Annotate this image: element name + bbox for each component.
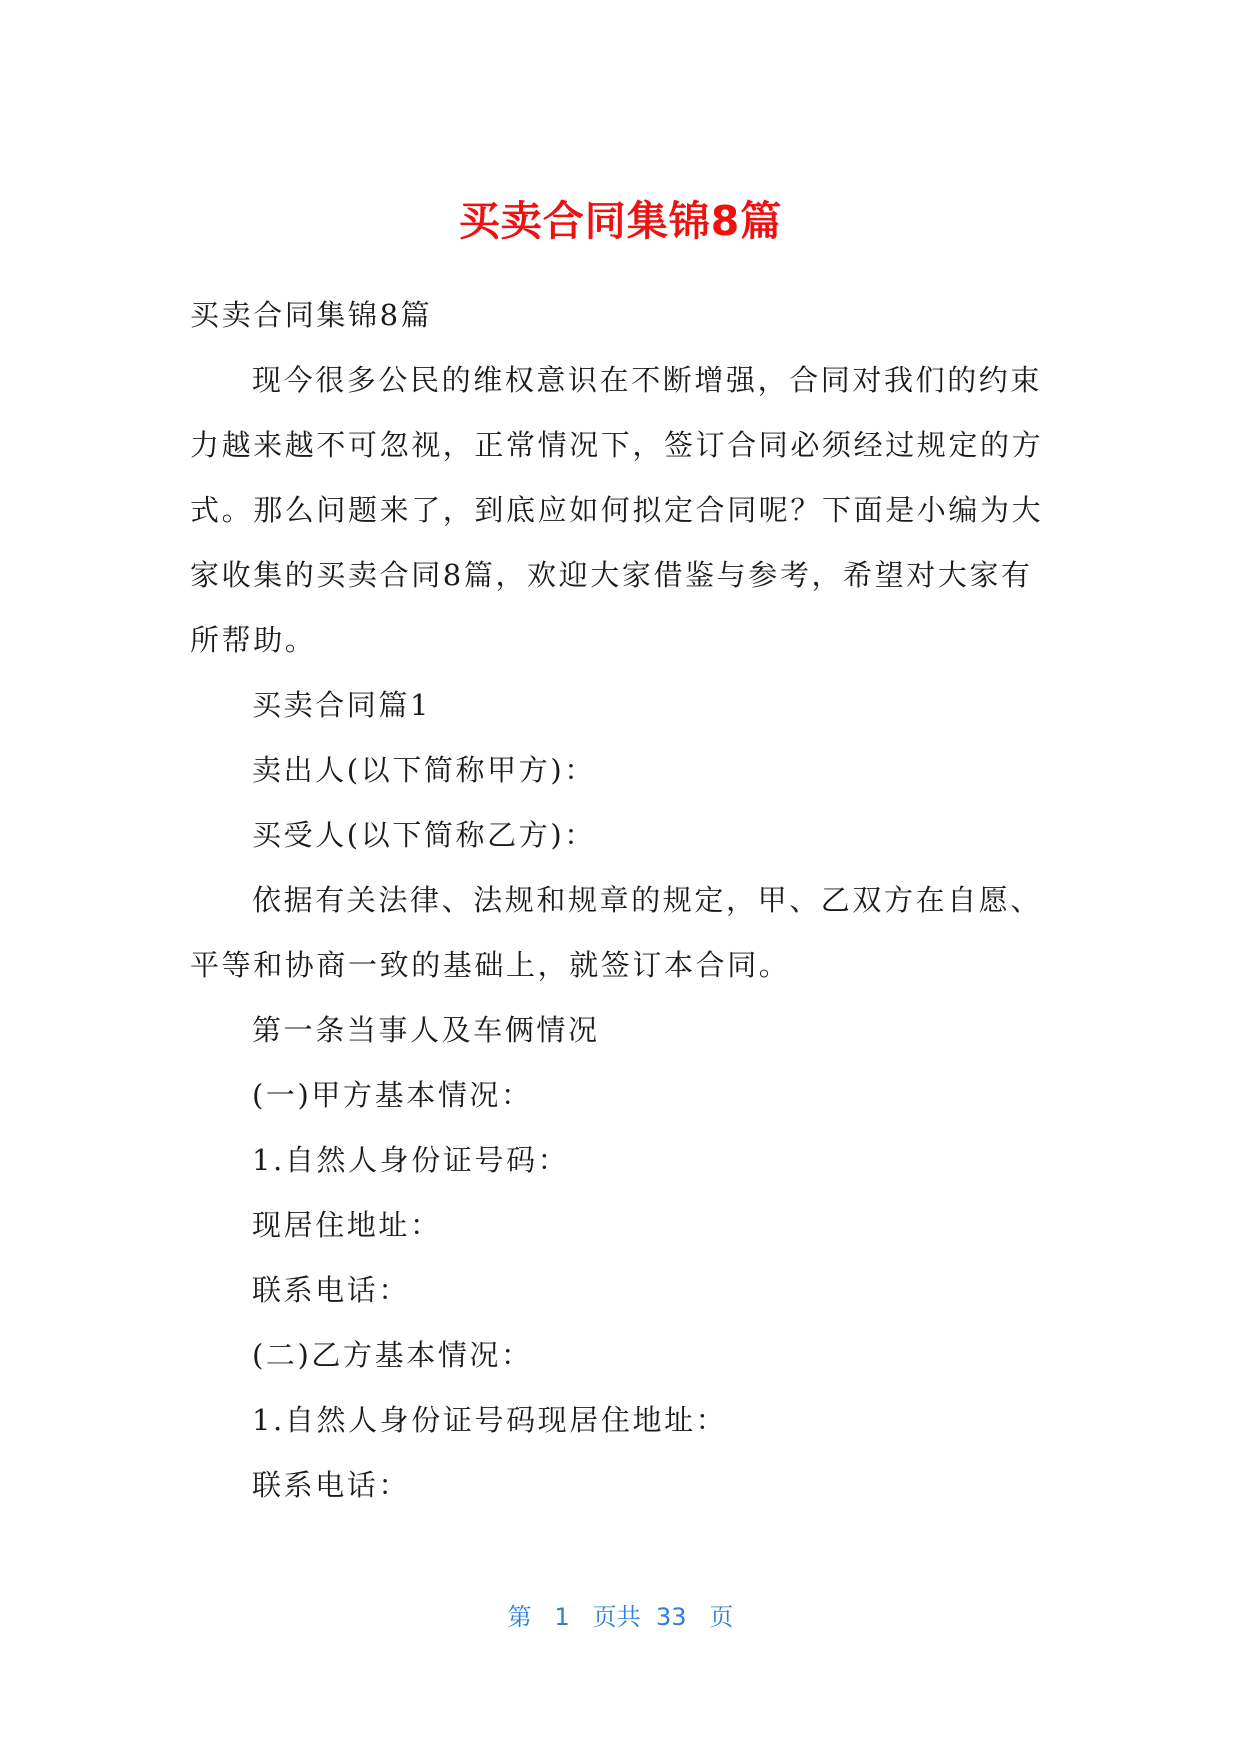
body-line: 联系电话： <box>252 1273 411 1307</box>
body-line: 买受人(以下简称乙方)： <box>252 818 596 852</box>
body-line: 1.自然人身份证号码现居住地址： <box>252 1403 728 1437</box>
total-pages: 33 <box>655 1603 687 1631</box>
footer-prefix: 第 <box>507 1603 532 1631</box>
body-line: 家收集的买卖合同8篇，欢迎大家借鉴与参考，希望对大家有 <box>190 558 1033 592</box>
body-line: 卖出人(以下简称甲方)： <box>252 753 596 787</box>
body-line: 现居住地址： <box>252 1208 442 1242</box>
body-line: 式。那么问题来了，到底应如何拟定合同呢？下面是小编为大 <box>190 493 1044 527</box>
footer-suffix: 页 <box>709 1603 734 1631</box>
body-line: 联系电话： <box>252 1468 411 1502</box>
body-line: 现今很多公民的维权意识在不断增强，合同对我们的约束 <box>252 363 1043 397</box>
body-line: 依据有关法律、法规和规章的规定，甲、乙双方在自愿、 <box>252 883 1043 917</box>
document-body <box>190 283 1044 1518</box>
page-number: 1 <box>554 1603 570 1631</box>
article-heading: 第一条当事人及车俩情况 <box>252 1013 600 1047</box>
document-title: 买卖合同集锦8篇 <box>458 197 783 245</box>
body-line: 1.自然人身份证号码： <box>252 1143 570 1177</box>
body-line: (二)乙方基本情况： <box>252 1338 533 1372</box>
body-line: (一)甲方基本情况： <box>252 1078 533 1112</box>
body-line: 所帮助。 <box>190 623 317 657</box>
page-footer <box>0 1597 1241 1632</box>
footer-middle: 页共 <box>592 1603 641 1631</box>
body-line: 力越来越不可忽视，正常情况下，签订合同必须经过规定的方 <box>190 428 1044 462</box>
section-heading: 买卖合同篇1 <box>252 688 432 722</box>
body-line: 平等和协商一致的基础上，就签订本合同。 <box>190 948 791 982</box>
body-line: 买卖合同集锦8篇 <box>190 298 433 332</box>
